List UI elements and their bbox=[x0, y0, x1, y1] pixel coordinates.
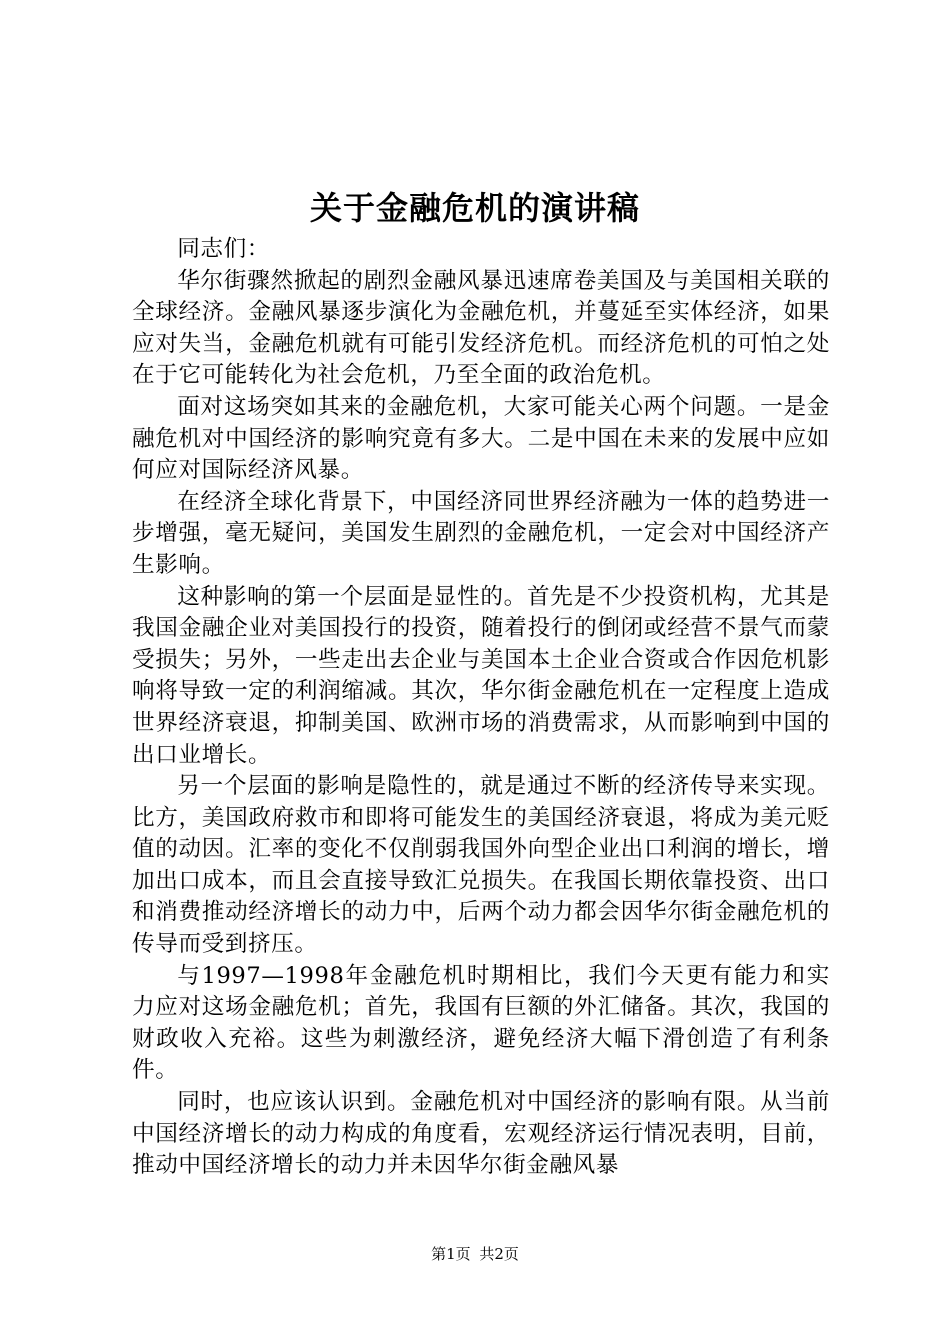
paragraph: 面对这场突如其来的金融危机，大家可能关心两个问题。一是金融危机对中国经济的影响究竟有多大。二是中国在未来的发展中应如何应对国际经济风暴。 bbox=[132, 393, 830, 484]
salutation: 同志们： bbox=[177, 236, 270, 262]
paragraph: 这种影响的第一个层面是显性的。首先是不少投资机构，尤其是我国金融企业对美国投行的投资，随着投行的倒闭或经营不景气而蒙受损失；另外，一些走出去企业与美国本土企业合资或合作因危机影响将导致一定的利润缩减。其次，华尔街金融危机在一定程度上造成世界经济衰退，抑制美国、欧洲市场的消费需求，从而影响到中国的出口业增长。 bbox=[132, 583, 830, 768]
document-body bbox=[132, 234, 830, 1182]
paragraph: 另一个层面的影响是隐性的，就是通过不断的经济传导来实现。比方，美国政府救市和即将可能发生的美国经济衰退，将成为美元贬值的动因。汇率的变化不仅削弱我国外向型企业出口利润的增长，增加出口成本，而且会直接导致汇兑损失。在我国长期依靠投资、出口和消费推动经济增长的动力中，后两个动力都会因华尔街金融危机的传导而受到挤压。 bbox=[132, 773, 830, 958]
document-title: 关于金融危机的演讲稿 bbox=[309, 189, 640, 227]
paragraph: 与1997—1998年金融危机时期相比，我们今天更有能力和实力应对这场金融危机；首先，我国有巨额的外汇储备。其次，我国的财政收入充裕。这些为刺激经济，避免经济大幅下滑创造了有利条件。 bbox=[132, 962, 830, 1084]
paragraph: 同时，也应该认识到。金融危机对中国经济的影响有限。从当前中国经济增长的动力构成的角度看，宏观经济运行情况表明，目前，推动中国经济增长的动力并未因华尔街金融风暴 bbox=[132, 1089, 830, 1179]
paragraph: 华尔街骤然掀起的剧烈金融风暴迅速席卷美国及与美国相关联的全球经济。金融风暴逐步演化为金融危机，并蔓延至实体经济，如果应对失当，金融危机就有可能引发经济危机。而经济危机的可怕之处在于它可能转化为社会危机，乃至全面的政治危机。 bbox=[132, 267, 830, 389]
page-number-footer: 第1页 共2页 bbox=[431, 1245, 519, 1263]
paragraph: 在经济全球化背景下，中国经济同世界经济融为一体的趋势进一步增强，毫无疑问，美国发生剧烈的金融危机，一定会对中国经济产生影响。 bbox=[132, 488, 830, 578]
